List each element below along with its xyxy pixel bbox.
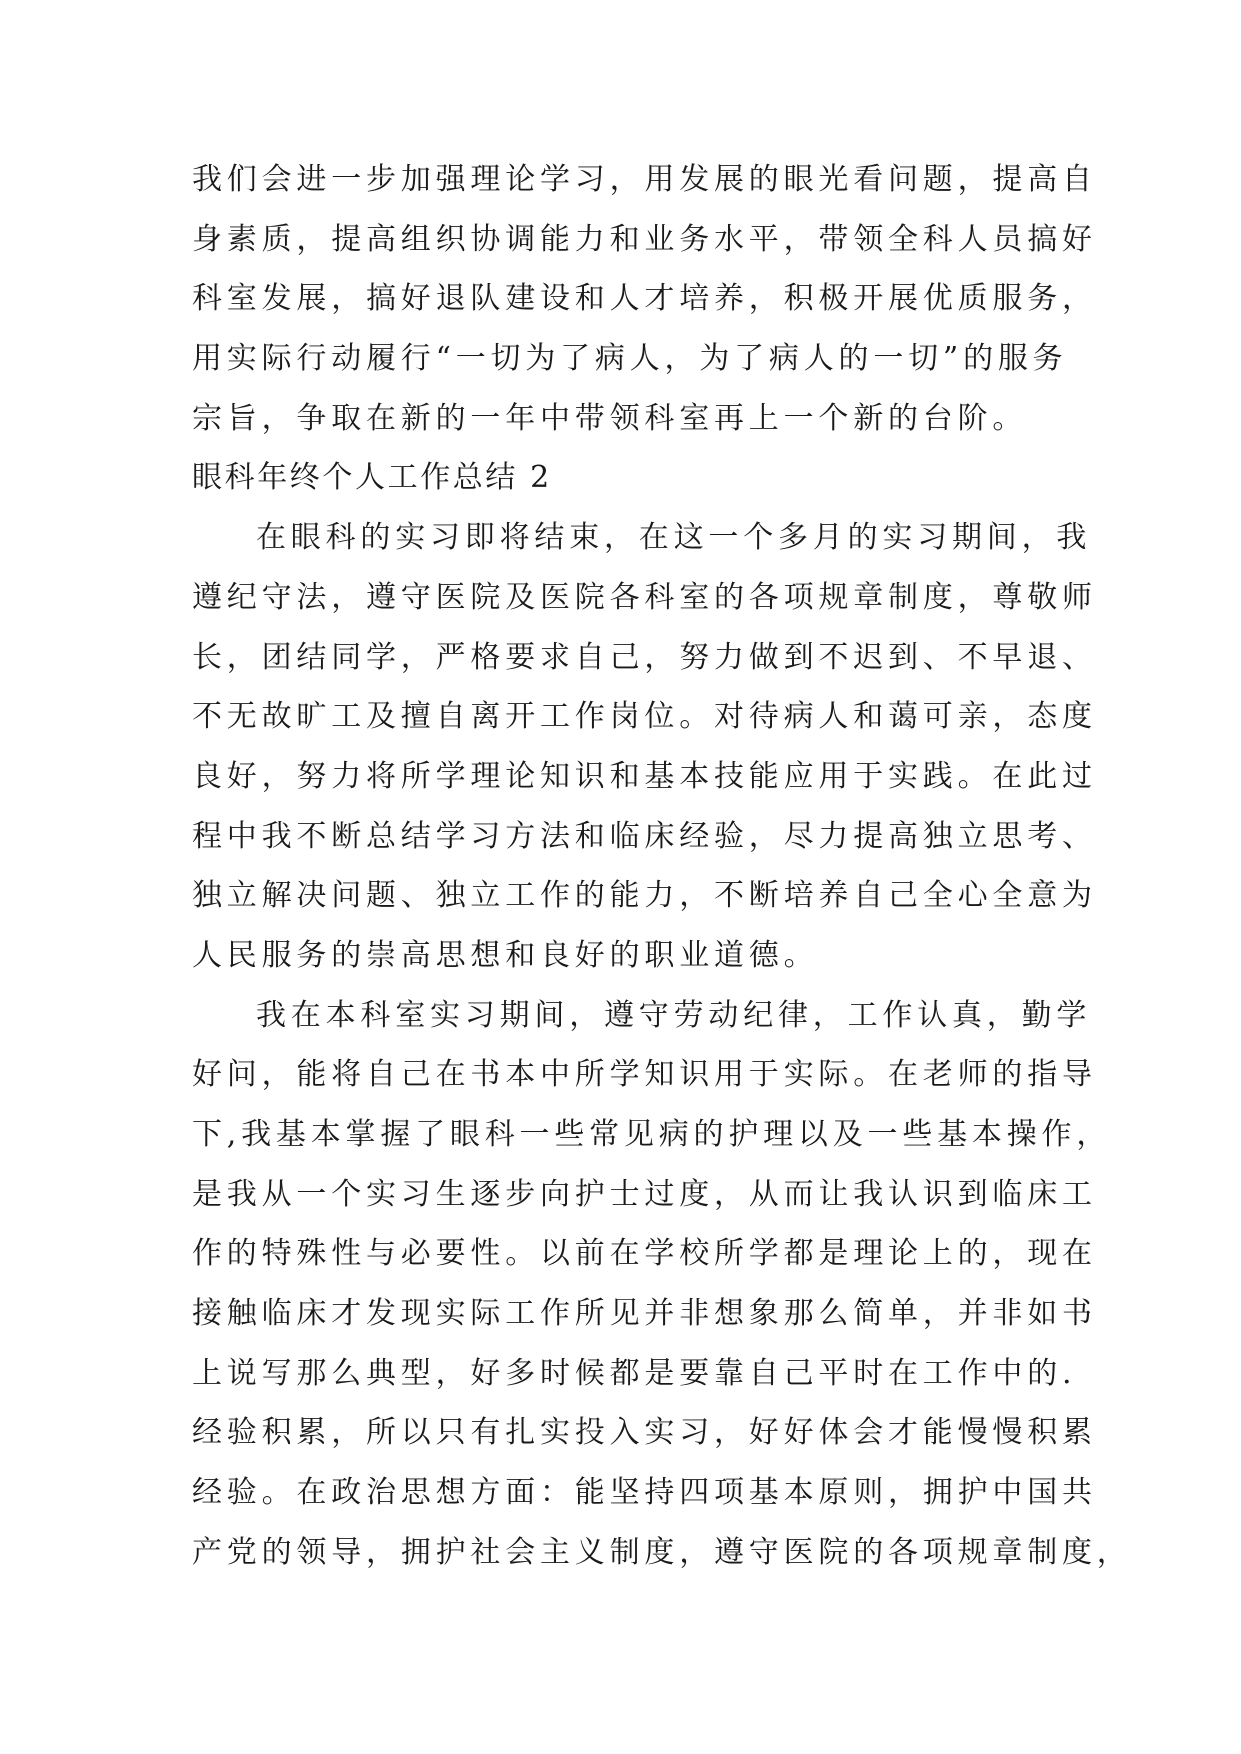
section-heading: 眼科年终个人工作总结 2 — [192, 460, 552, 496]
paragraph-line: 产党的领导，拥护社会主义制度，遵守医院的各项规章制度， — [192, 1534, 1132, 1570]
paragraph-line: 人民服务的崇高思想和良好的职业道德。 — [192, 937, 819, 973]
paragraph-line: 不无故旷工及擅自离开工作岗位。对待病人和蔼可亲，态度 — [192, 699, 1097, 735]
paragraph-line: 身素质，提高组织协调能力和业务水平，带领全科人员搞好 — [192, 221, 1097, 257]
paragraph-line: 宗旨，争取在新的一年中带领科室再上一个新的台阶。 — [192, 400, 1028, 436]
paragraph-line: 经验积累，所以只有扎实投入实习，好好体会才能慢慢积累 — [192, 1415, 1097, 1451]
paragraph-line: 接触临床才发现实际工作所见并非想象那么简单，并非如书 — [192, 1296, 1097, 1332]
paragraph-line: 长，团结同学，严格要求自己，努力做到不迟到、不早退、 — [192, 639, 1097, 675]
paragraph-line: 良好，努力将所学理论知识和基本技能应用于实践。在此过 — [192, 758, 1097, 794]
paragraph-line: 上说写那么典型，好多时候都是要靠自己平时在工作中的. — [192, 1355, 1077, 1391]
paragraph-1 — [192, 150, 1097, 448]
paragraph-line: 我在本科室实习期间，遵守劳动纪律，工作认真，勤学 — [256, 997, 1092, 1033]
paragraph-line: 经验。在政治思想方面：能坚持四项基本原则，拥护中国共 — [192, 1475, 1097, 1511]
paragraph-line: 科室发展，搞好退队建设和人才培养，积极开展优质服务， — [192, 281, 1097, 317]
paragraph-line: 好问，能将自己在书本中所学知识用于实际。在老师的指导 — [192, 1057, 1097, 1093]
paragraph-line: 用实际行动履行“一切为了病人，为了病人的一切”的服务 — [192, 341, 1068, 377]
paragraph-line: 遵纪守法，遵守医院及医院各科室的各项规章制度，尊敬师 — [192, 579, 1097, 615]
paragraph-line: 作的特殊性与必要性。以前在学校所学都是理论上的，现在 — [192, 1236, 1097, 1272]
paragraph-line: 是我从一个实习生逐步向护士过度，从而让我认识到临床工 — [192, 1176, 1097, 1212]
paragraph-line: 在眼科的实习即将结束，在这一个多月的实习期间，我 — [256, 520, 1092, 556]
document-body — [192, 150, 1132, 1583]
paragraph-line: 我们会进一步加强理论学习，用发展的眼光看问题，提高自 — [192, 162, 1097, 197]
paragraph-3 — [192, 986, 1132, 1583]
paragraph-line: 程中我不断总结学习方法和临床经验，尽力提高独立思考、 — [192, 818, 1097, 854]
paragraph-2 — [192, 508, 1097, 986]
paragraph-line: 独立解决问题、独立工作的能力，不断培养自己全心全意为 — [192, 878, 1097, 914]
paragraph-line: 下,我基本掌握了眼科一些常见病的护理以及一些基本操作， — [192, 1117, 1112, 1152]
